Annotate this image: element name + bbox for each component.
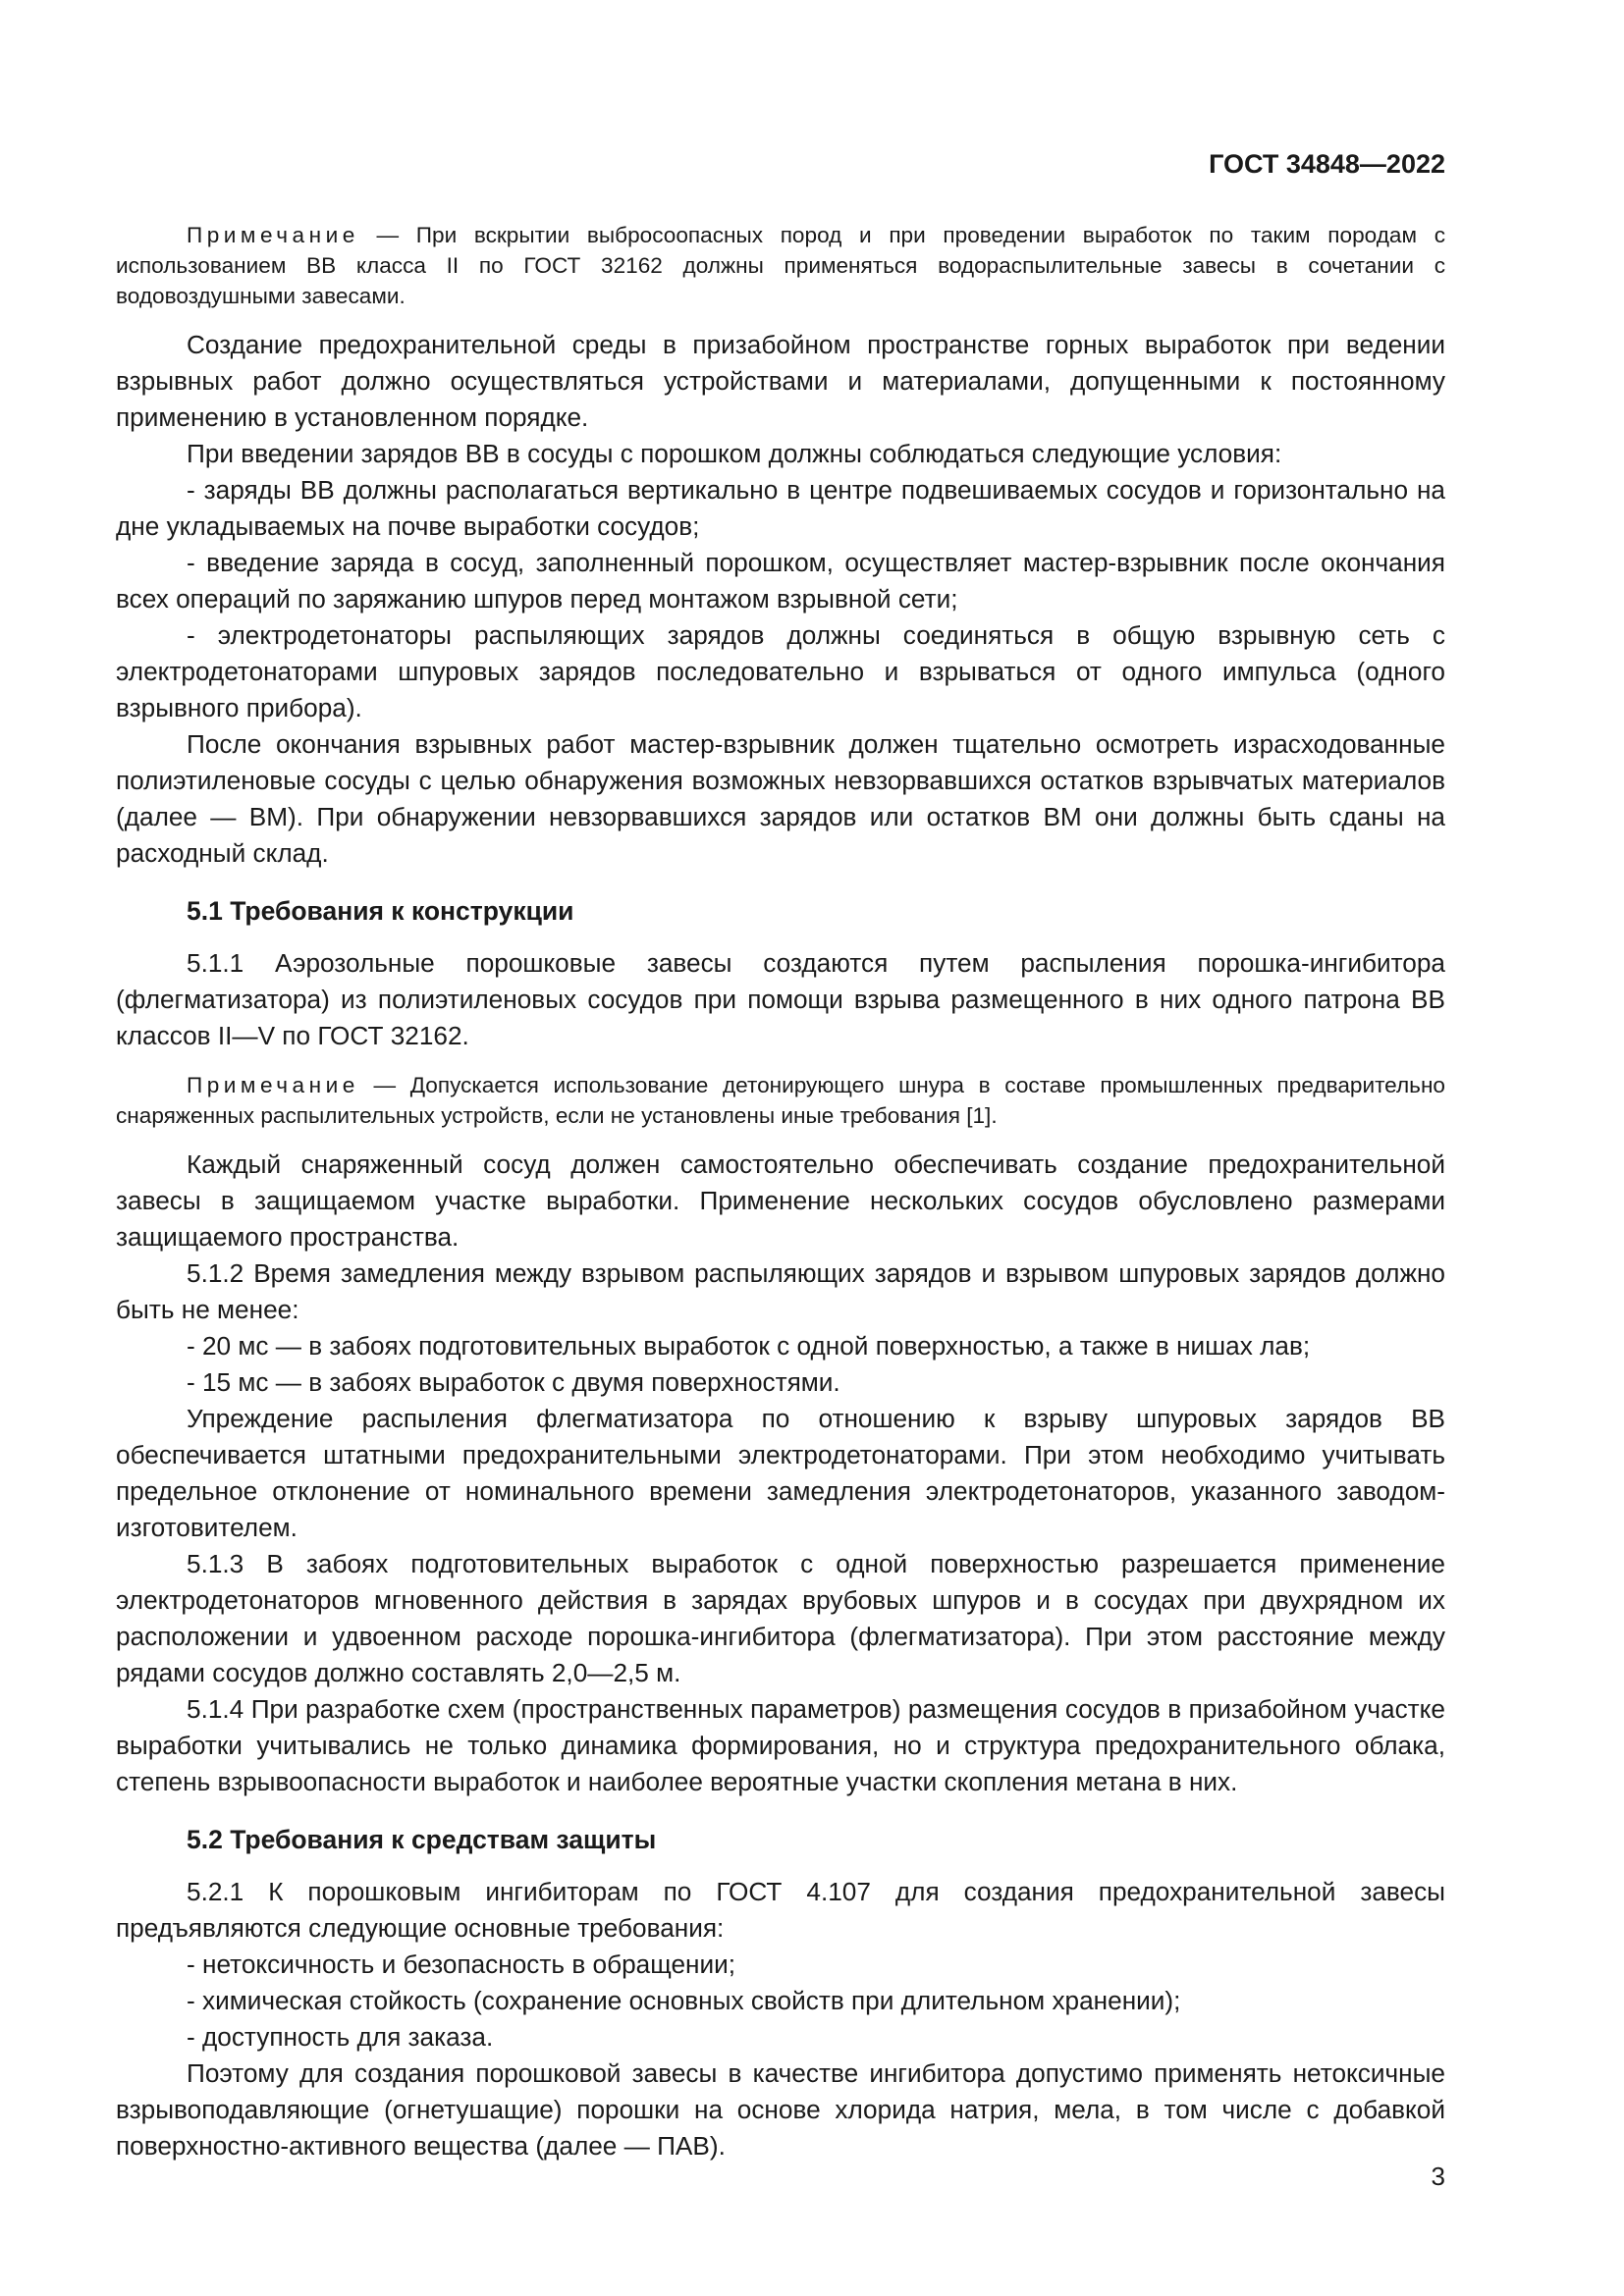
paragraph: При введении зарядов ВВ в сосуды с порошком должны соблюдаться следующие условия: xyxy=(187,439,1282,468)
list-item: - электродетонаторы распыляющих зарядов должны соединяться в общую взрывную сеть с электродетонаторами шпуровых зарядов последовательно и взрываться от одного импульса (одного взрывного прибора). xyxy=(116,620,1445,722)
section-heading-5-2: 5.2 Требования к средствам защиты xyxy=(187,1825,657,1854)
list-item: - химическая стойкость (сохранение основных свойств при длительном хранении); xyxy=(187,1986,1181,2015)
paragraph: Каждый снаряженный сосуд должен самостоятельно обеспечивать создание предохранительной завесы в защищаемом участке выработки. Применение нескольких сосудов обусловлено размерами защищаемого пространства. xyxy=(116,1149,1445,1252)
note-text: — При вскрытии выбросоопасных пород и при проведении выработок по таким породам с использованием ВВ класса II по ГОСТ 32162 должны применяться водораспылительные завесы в сочетании с водовоздушными завесами. xyxy=(116,223,1445,308)
note-2 xyxy=(116,1070,1445,1131)
paragraph: Упреждение распыления флегматизатора по отношению к взрыву шпуровых зарядов ВВ обеспечивается штатными предохранительными электродетонаторами. При этом необходимо учитывать предельное отклонение от номинального времени замедления электродетонаторов, указанного заводом-изготовителем. xyxy=(116,1404,1445,1542)
paragraph-5-1-2: 5.1.2 Время замедления между взрывом распыляющих зарядов и взрывом шпуровых зарядов должно быть не менее: xyxy=(116,1258,1445,1324)
paragraph: Создание предохранительной среды в призабойном пространстве горных выработок при ведении взрывных работ должно осуществляться устройствами и материалами, допущенными к постоянному применению в установленном порядке. xyxy=(116,330,1445,432)
list-item: - доступность для заказа. xyxy=(187,2022,494,2052)
paragraph-5-1-3: 5.1.3 В забоях подготовительных выработок с одной поверхностью разрешается применение электродетонаторов мгновенного действия в зарядах врубовых шпуров и в сосудах при двухрядном их расположении и удвоенном расходе порошка-ингибитора (флегматизатора). При этом расстояние между рядами сосудов должно составлять 2,0—2,5 м. xyxy=(116,1549,1445,1687)
note-text: — Допускается использование детонирующего шнура в составе промышленных предварительно снаряженных распылительных устройств, если не установлены иные требования [1]. xyxy=(116,1073,1445,1128)
paragraph: Поэтому для создания порошковой завесы в качестве ингибитора допустимо применять нетоксичные взрывоподавляющие (огнетушащие) порошки на основе хлорида натрия, мела, в том числе с добавкой поверхностно-активного вещества (далее — ПАВ). xyxy=(116,2058,1445,2161)
document-header: ГОСТ 34848—2022 xyxy=(1209,149,1445,179)
section-heading-5-1: 5.1 Требования к конструкции xyxy=(187,896,574,926)
paragraph: После окончания взрывных работ мастер-взрывник должен тщательно осмотреть израсходованные полиэтиленовые сосуды с целью обнаружения возможных невзорвавшихся остатков взрывчатых материалов (далее — ВМ). При обнаружении невзорвавшихся зарядов или остатков ВМ они должны быть сданы на расходный склад. xyxy=(116,729,1445,868)
note-label: Примечание xyxy=(187,1073,359,1097)
paragraph-5-2-1: 5.2.1 К порошковым ингибиторам по ГОСТ 4.107 для создания предохранительной завесы предъявляются следующие основные требования: xyxy=(116,1877,1445,1943)
list-item: - 20 мс — в забоях подготовительных выработок с одной поверхностью, а также в нишах лав; xyxy=(187,1331,1311,1361)
paragraph-5-1-4: 5.1.4 При разработке схем (пространственных параметров) размещения сосудов в призабойном участке выработки учитывались не только динамика формирования, но и структура предохранительного облака, степень взрывоопасности выработок и наиболее вероятные участки скопления метана в них. xyxy=(116,1694,1445,1796)
document-body xyxy=(116,220,1445,2164)
list-item: - 15 мс — в забоях выработок с двумя поверхностями. xyxy=(187,1367,840,1397)
page-number: 3 xyxy=(1431,2162,1445,2191)
list-item: - введение заряда в сосуд, заполненный порошком, осуществляет мастер-взрывник после окончания всех операций по заряжанию шпуров перед монтажом взрывной сети; xyxy=(116,548,1445,614)
note-label: Примечание xyxy=(187,223,359,247)
list-item: - заряды ВВ должны располагаться вертикально в центре подвешиваемых сосудов и горизонтально на дне укладываемых на почве выработки сосудов; xyxy=(116,475,1445,541)
note-1 xyxy=(116,220,1445,311)
paragraph-5-1-1: 5.1.1 Аэрозольные порошковые завесы создаются путем распыления порошка-ингибитора (флегматизатора) из полиэтиленовых сосудов при помощи взрыва размещенного в них одного патрона ВВ классов II—V по ГОСТ 32162. xyxy=(116,948,1445,1050)
list-item: - нетоксичность и безопасность в обращении; xyxy=(187,1949,736,1979)
